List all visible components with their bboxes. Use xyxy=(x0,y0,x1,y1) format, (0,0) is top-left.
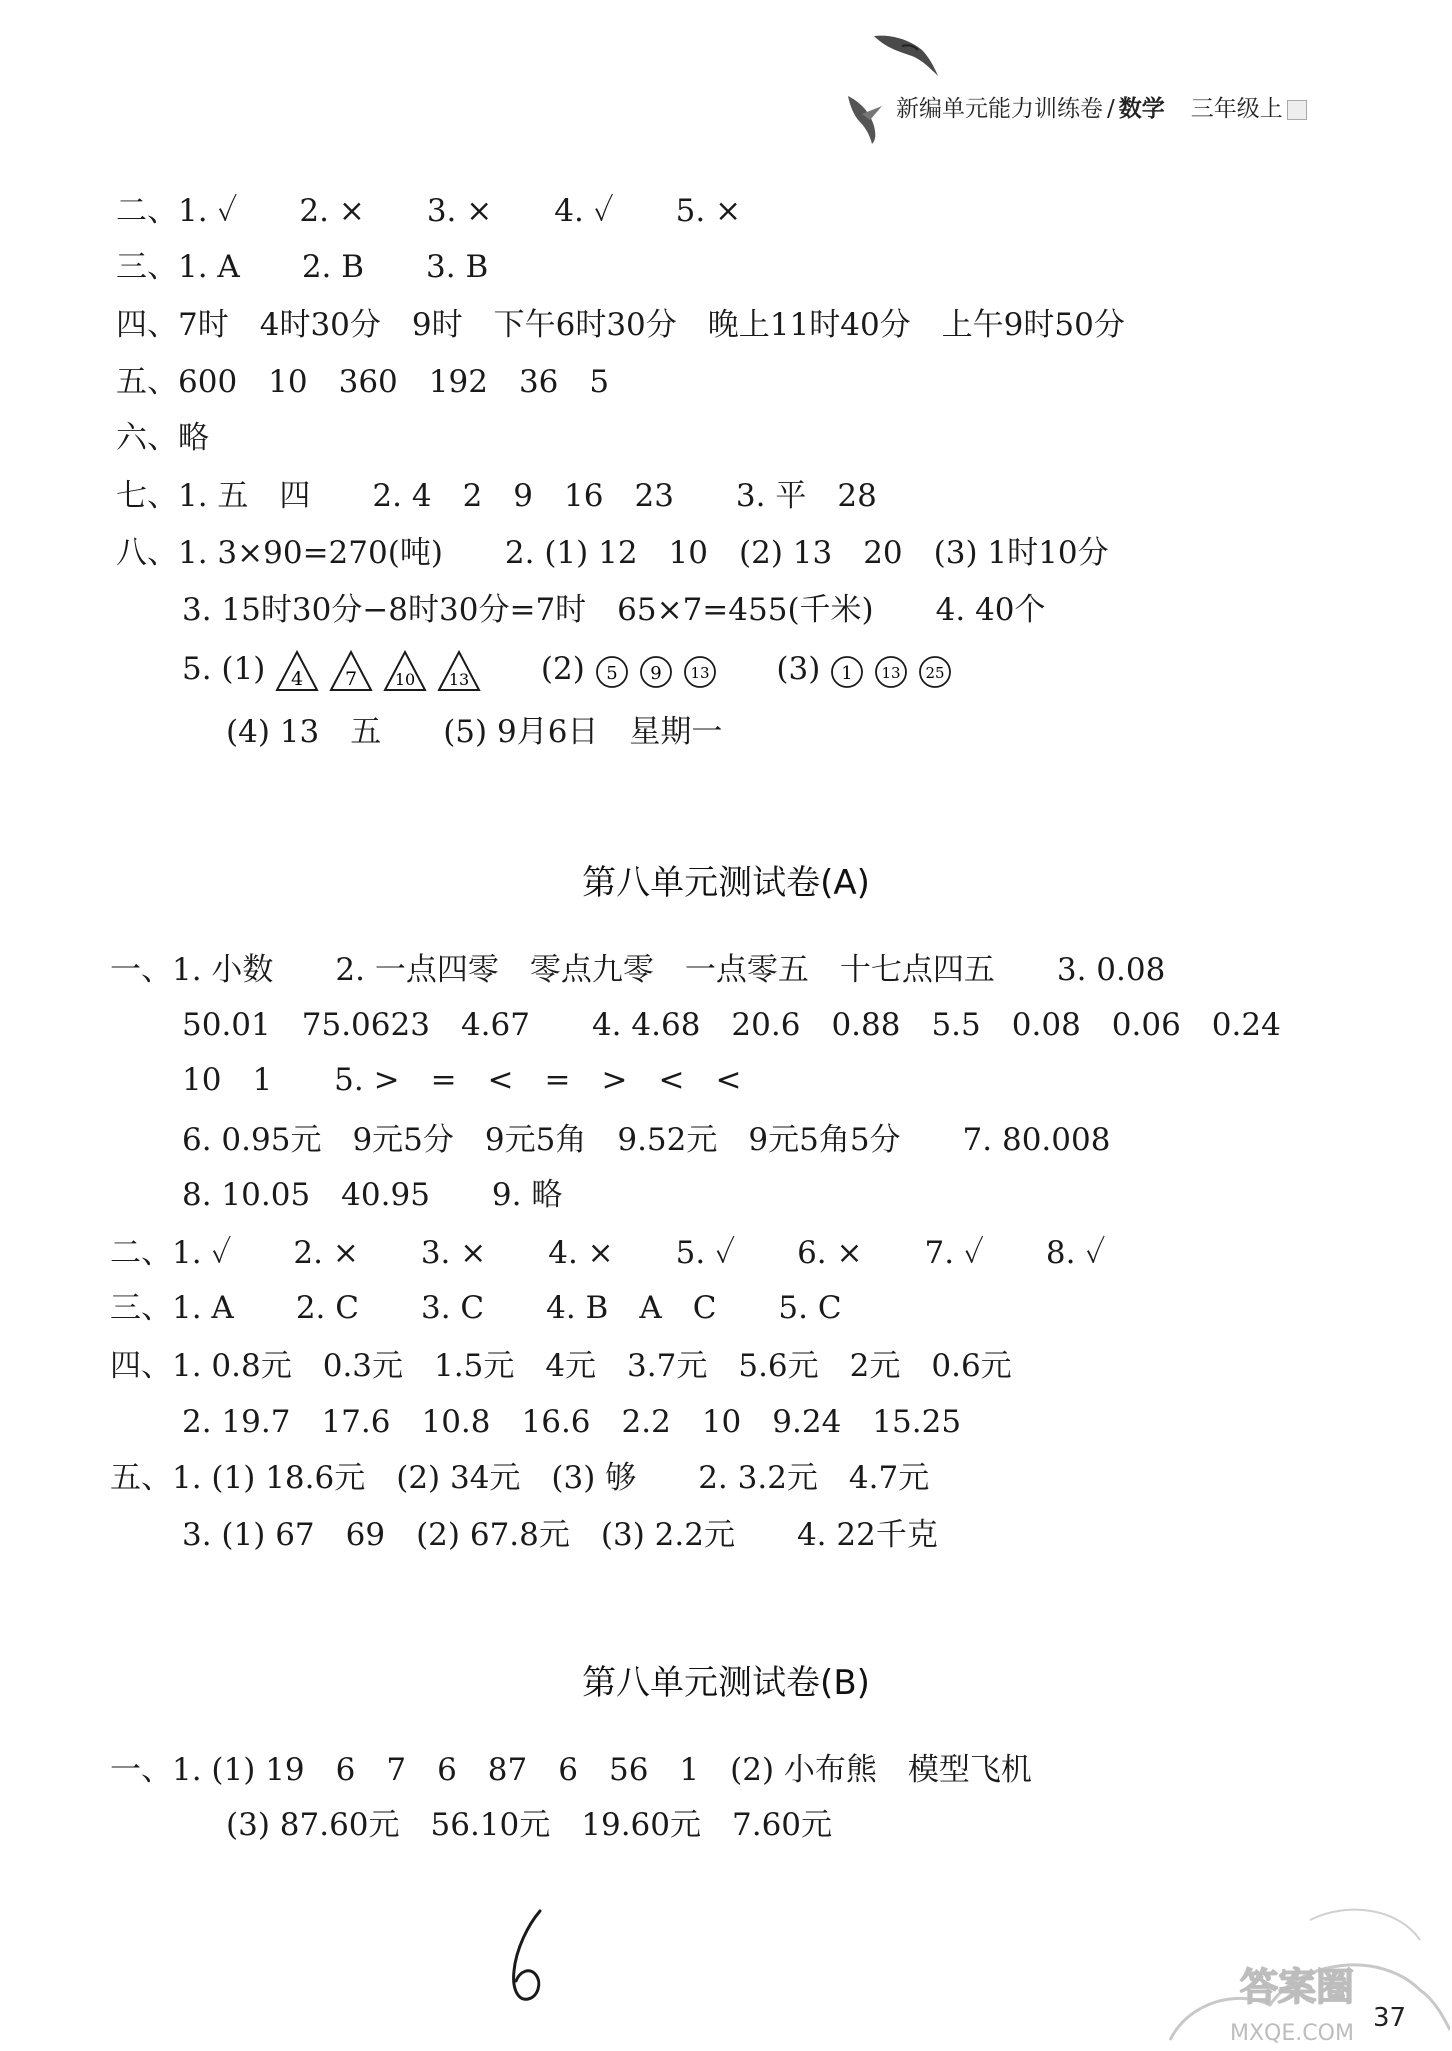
grade-label: 三年级上 xyxy=(1190,96,1283,122)
circle-answers-2 xyxy=(595,651,727,691)
sec-a-line-2: 二、1. ✓ 2. × 3. × 4. × 5. ✓ 6. × 7. ✓ 8. ✓ xyxy=(110,1235,1106,1271)
triangle-label: 10 xyxy=(395,669,416,689)
triangle-answers xyxy=(275,649,491,692)
shape-q3-label: (3) xyxy=(776,651,821,687)
answer-line-8c xyxy=(182,649,962,692)
handwritten-mark xyxy=(502,1905,552,2005)
answer-line-7: 七、1. 五 四 2. 4 2 9 16 23 3. 平 28 xyxy=(116,478,877,514)
circle-label: 13 xyxy=(690,664,710,682)
sec-a-line-1d: 6. 0.95元 9元5分 9元5角 9.52元 9元5角5分 7. 80.008 xyxy=(182,1122,1111,1158)
section-b-title: 第八单元测试卷(B) xyxy=(582,1663,870,1703)
circle-shape xyxy=(595,655,629,689)
sec-a-line-1a: 一、1. 小数 2. 一点四零 零点九零 一点零五 十七点四五 3. 0.08 xyxy=(110,952,1166,988)
page-header xyxy=(896,90,1307,123)
triangle-label: 4 xyxy=(291,667,304,690)
shape-q2-label: (2) xyxy=(540,651,585,687)
series-title: 新编单元能力训练卷 xyxy=(896,96,1103,122)
svg-text:MXQE.COM: MXQE.COM xyxy=(1230,2021,1354,2046)
triangle-shape xyxy=(275,650,319,692)
shape-q-prefix: 5. (1) xyxy=(182,651,266,687)
svg-text:答案圈: 答案圈 xyxy=(1240,1965,1355,2009)
circle-label: 25 xyxy=(925,664,945,682)
section-a-title: 第八单元测试卷(A) xyxy=(582,863,870,903)
sec-a-line-1c: 10 1 5. > = < = > < < xyxy=(182,1062,742,1098)
sec-a-line-5b: 3. (1) 67 69 (2) 67.8元 (3) 2.2元 4. 22千克 xyxy=(182,1517,938,1553)
circle-label: 9 xyxy=(649,663,662,684)
circle-label: 1 xyxy=(841,663,853,684)
answer-line-5: 五、600 10 360 192 36 5 xyxy=(116,364,610,400)
triangle-shape xyxy=(329,650,373,692)
header-separator: / xyxy=(1107,96,1115,122)
circle-shape xyxy=(683,655,717,689)
circle-shape xyxy=(639,655,673,689)
answer-line-8d: (4) 13 五 (5) 9月6日 星期一 xyxy=(226,714,723,750)
subject-label: 数学 xyxy=(1118,96,1165,122)
circle-label: 13 xyxy=(881,664,901,682)
answer-line-4: 四、7时 4时30分 9时 下午6时30分 晚上11时40分 上午9时50分 xyxy=(116,307,1125,343)
answer-line-3: 三、1. A 2. B 3. B xyxy=(116,249,489,285)
answer-line-2: 二、1. ✓ 2. × 3. × 4. ✓ 5. × xyxy=(116,193,742,229)
triangle-label: 13 xyxy=(449,669,470,689)
bird-large-icon xyxy=(872,30,942,80)
sec-a-line-3: 三、1. A 2. C 3. C 4. B A C 5. C xyxy=(110,1290,842,1326)
answer-line-6: 六、略 xyxy=(116,420,209,456)
circle-shape xyxy=(830,655,864,689)
circle-shape xyxy=(874,655,908,689)
circle-shape xyxy=(918,655,952,689)
circle-answers-3 xyxy=(830,651,962,691)
sec-b-line-1b: (3) 87.60元 56.10元 19.60元 7.60元 xyxy=(226,1807,833,1843)
header-box-icon xyxy=(1287,100,1307,120)
sec-a-line-1e: 8. 10.05 40.95 9. 略 xyxy=(182,1177,563,1213)
triangle-shape xyxy=(437,650,481,692)
sec-b-line-1a: 一、1. (1) 19 6 7 6 87 6 56 1 (2) 小布熊 模型飞机 xyxy=(110,1752,1032,1788)
bird-small-icon xyxy=(842,92,886,146)
sec-a-line-1b: 50.01 75.0623 4.67 4. 4.68 20.6 0.88 5.5 0.08 0.06 0.24 xyxy=(182,1007,1281,1043)
sec-a-line-4b: 2. 19.7 17.6 10.8 16.6 2.2 10 9.24 15.25 xyxy=(182,1404,962,1440)
circle-label: 5 xyxy=(605,663,618,684)
answer-line-8b: 3. 15时30分−8时30分=7时 65×7=455(千米) 4. 40个 xyxy=(182,592,1046,628)
page-number: 37 xyxy=(1373,2003,1407,2033)
answer-line-8a: 八、1. 3×90=270(吨) 2. (1) 12 10 (2) 13 20 (3) 1时10分 xyxy=(116,535,1109,571)
triangle-label: 7 xyxy=(345,667,358,690)
triangle-shape xyxy=(383,650,427,692)
sec-a-line-4a: 四、1. 0.8元 0.3元 1.5元 4元 3.7元 5.6元 2元 0.6元 xyxy=(110,1348,1012,1384)
sec-a-line-5a: 五、1. (1) 18.6元 (2) 34元 (3) 够 2. 3.2元 4.7元 xyxy=(110,1460,930,1496)
